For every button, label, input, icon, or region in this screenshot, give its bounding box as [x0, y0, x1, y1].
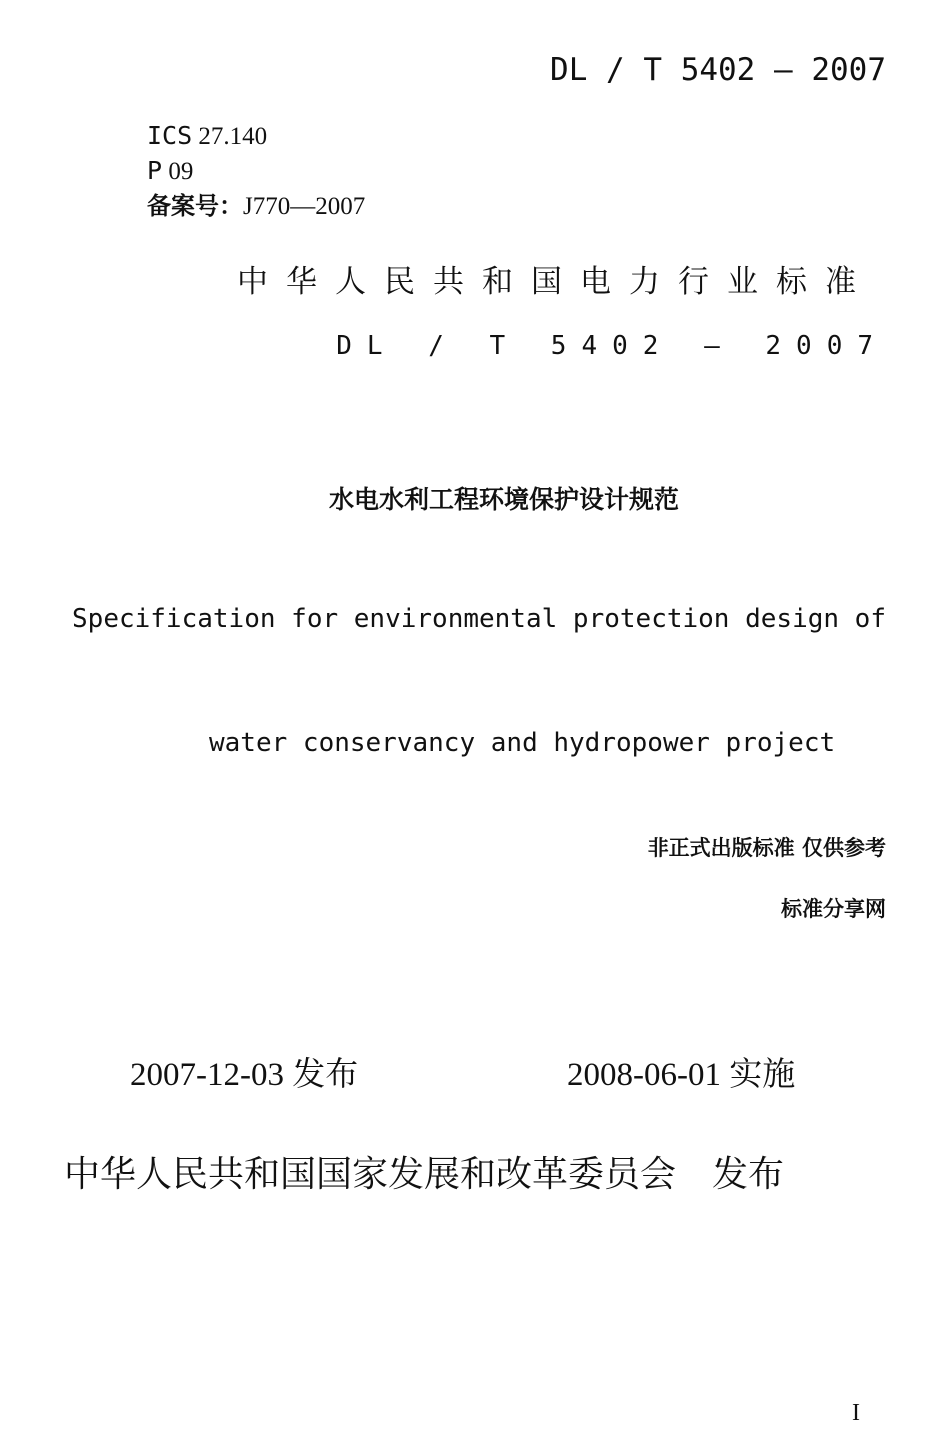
unofficial-note: 非正式出版标准 仅供参考: [647, 836, 886, 860]
industry-standard-title: 中华人民共和国电力行业标准: [237, 264, 874, 299]
p-label: P: [147, 156, 163, 185]
classification-block: [147, 119, 365, 224]
record-value: J770—2007: [243, 193, 366, 220]
source-note: 标准分享网: [781, 897, 886, 921]
p-value: 09: [168, 158, 194, 185]
issuer: 中华人民共和国国家发展和改革委员会 发布: [64, 1154, 785, 1194]
record-line: [147, 189, 365, 224]
p-line: [147, 154, 365, 189]
ics-line: [147, 119, 365, 154]
ics-value: 27.140: [198, 123, 268, 150]
page-number: I: [852, 1400, 860, 1426]
standard-code-header: DL / T 5402 — 2007: [550, 52, 886, 88]
title-chinese: 水电水利工程环境保护设计规范: [328, 485, 679, 514]
ics-label: ICS: [147, 121, 193, 150]
title-english-line-2: water conservancy and hydropower project: [209, 728, 836, 758]
title-english-line-1: Specification for environmental protection design of: [72, 604, 886, 634]
release-date: 2007-12-03 发布: [130, 1057, 359, 1093]
record-label: 备案号：: [147, 192, 243, 220]
implementation-date: 2008-06-01 实施: [567, 1057, 796, 1093]
standard-code-spaced: DL / T 5402 — 2007: [336, 331, 888, 361]
